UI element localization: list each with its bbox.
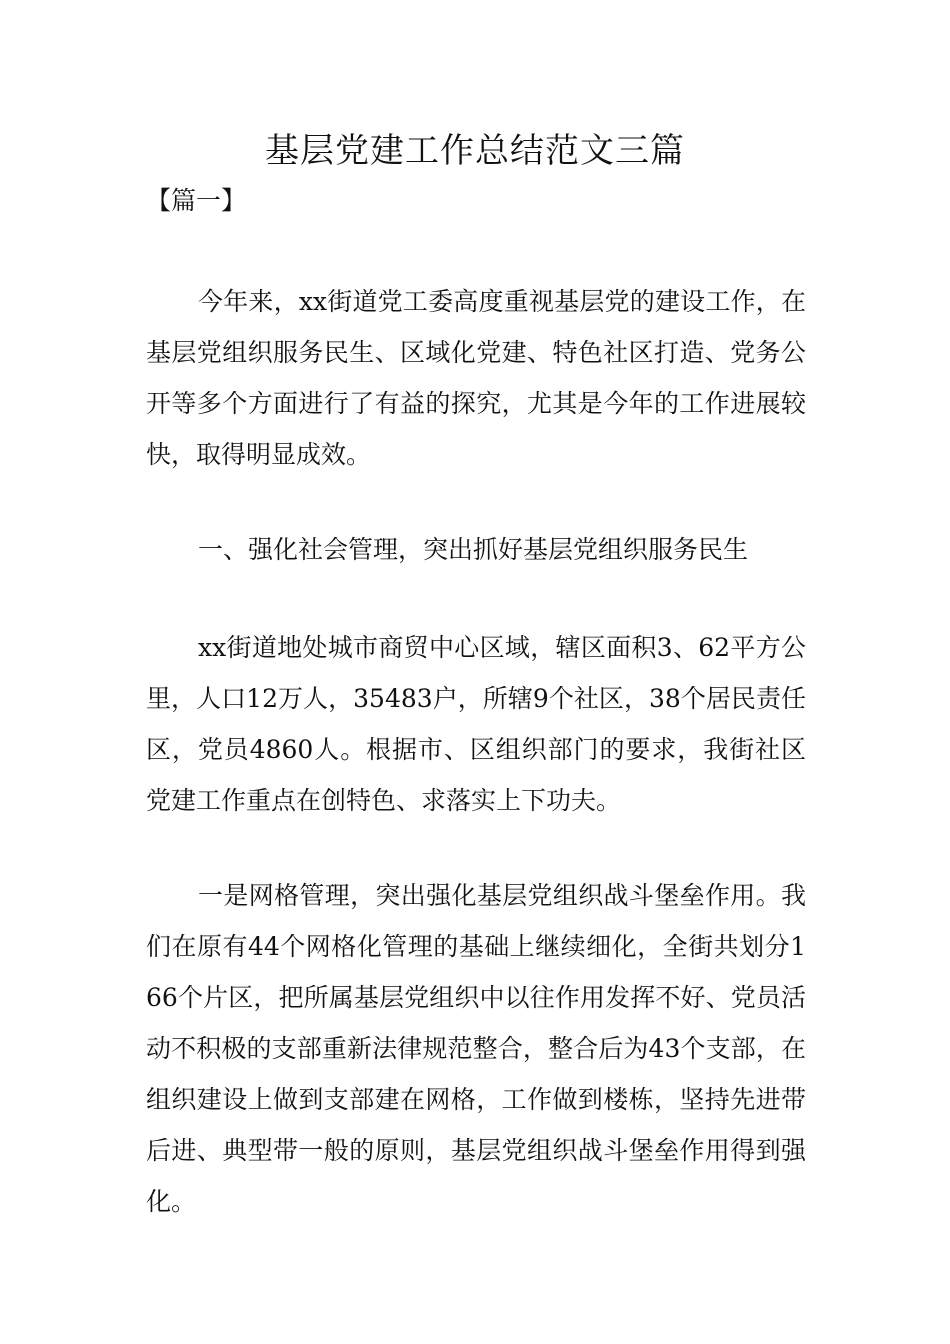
intro-paragraph: 今年来，xx街道党工委高度重视基层党的建设工作，在基层党组织服务民生、区域化党建、特色社区打造、党务公开等多个方面进行了有益的探究，尤其是今年的工作进展较快，取得明显成效。 <box>146 287 806 469</box>
document-title: 基层党建工作总结范文三篇 <box>265 131 685 171</box>
section-label: 【篇一】 <box>146 186 247 215</box>
section-heading: 一、强化社会管理，突出抓好基层党组织服务民生 <box>198 535 749 564</box>
grid-management-paragraph: 一是网格管理，突出强化基层党组织战斗堡垒作用。我们在原有44个网格化管理的基础上继续细化，全街共划分166个片区，把所属基层党组织中以往作用发挥不好、党员活动不积极的支部重新法律规范整合，整合后为43个支部，在组织建设上做到支部建在网格，工作做到楼栋，坚持先进带后进、典型带一般的原则，基层党组织战斗堡垒作用得到强化。 <box>146 881 806 1216</box>
overview-paragraph: xx街道地处城市商贸中心区域，辖区面积3、62平方公里，人口12万人，35483户，所辖9个社区，38个居民责任区，党员4860人。根据市、区组织部门的要求，我街社区党建工作重点在创特色、求落实上下功夫。 <box>146 633 806 815</box>
